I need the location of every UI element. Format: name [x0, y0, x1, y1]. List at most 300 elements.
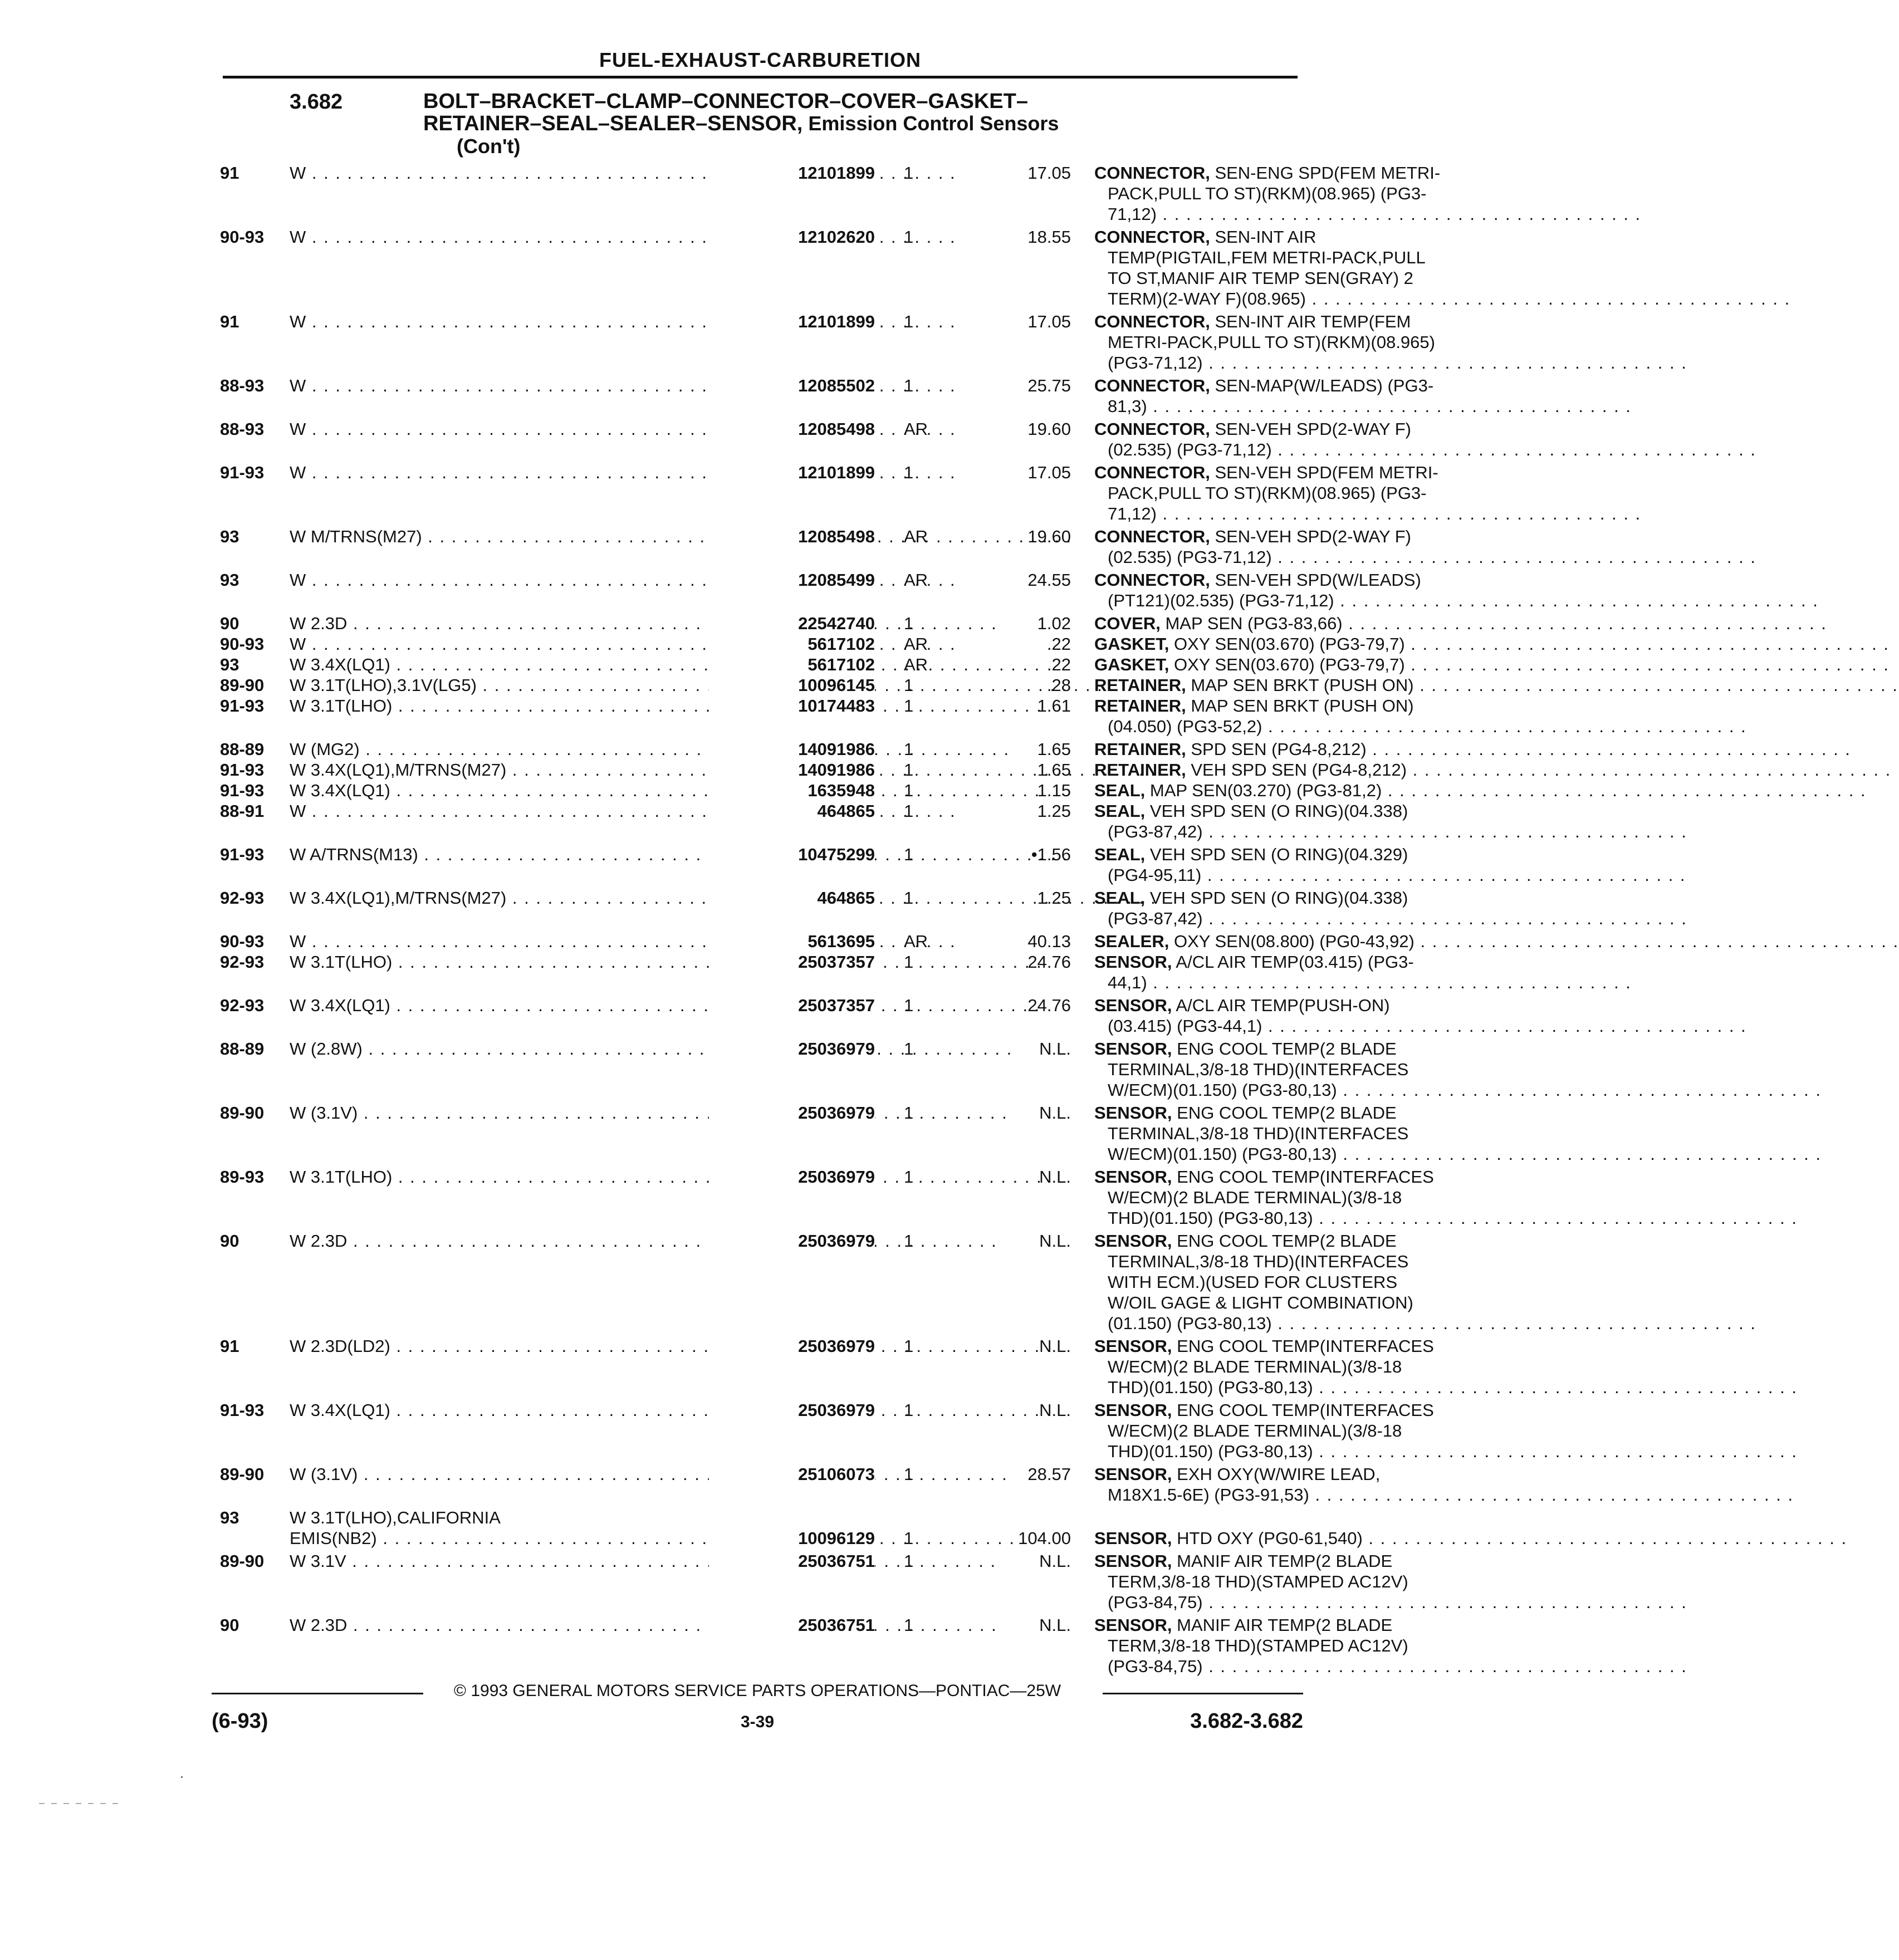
part-row — [220, 780, 1382, 801]
quantity: 1 — [904, 1167, 914, 1187]
price: 18.55 — [1027, 227, 1071, 247]
description-line: (01.150) (PG3-80,13) . . . — [1094, 1313, 1504, 1334]
part-name: CONNECTOR, — [1094, 419, 1210, 439]
part-name: SEAL, — [1094, 781, 1146, 800]
price: N.L. — [1039, 1551, 1071, 1571]
description-line: THD)(01.150) (PG3-80,13) . . . — [1094, 1441, 1504, 1462]
part-name: SENSOR, — [1094, 1103, 1172, 1123]
part-row — [220, 1507, 1363, 1549]
part-name: CONNECTOR, — [1094, 312, 1210, 331]
description — [1094, 570, 1504, 611]
description-line: (PG3-71,12) . . . — [1094, 352, 1504, 373]
description-line — [1094, 1038, 1504, 1059]
part-number: 10475299 — [709, 844, 875, 865]
part-name: RETAINER, — [1094, 739, 1186, 759]
description-line — [1094, 995, 1504, 1016]
description-line — [1094, 1336, 1504, 1356]
description-line: (04.050) (PG3-52,2) . . . — [1094, 716, 1504, 737]
description — [1094, 759, 1504, 780]
description — [1094, 526, 1504, 567]
part-row — [220, 419, 1411, 460]
quantity: AR — [904, 932, 928, 951]
description-text: OXY SEN(03.670) (PG3-79,7) — [1169, 655, 1405, 674]
part-name: SEAL, — [1094, 888, 1146, 908]
description — [1094, 888, 1504, 929]
description-line: THD)(01.150) (PG3-80,13) . . . — [1094, 1377, 1504, 1398]
model-years: 91 — [220, 312, 239, 331]
description — [1094, 654, 1504, 675]
description-text: MANIF AIR TEMP(2 BLADE — [1172, 1615, 1393, 1635]
application-line: W 3.4X(LQ1) . . . — [290, 780, 813, 801]
price: 28.57 — [1027, 1464, 1071, 1484]
quantity: 1 — [904, 888, 914, 908]
quantity: 1 — [904, 952, 914, 972]
section-title-bold: RETAINER–SEAL–SEALER–SENSOR, — [423, 112, 803, 135]
page-header — [223, 49, 1298, 79]
description-text: VEH SPD SEN (O RING)(04.329) — [1145, 845, 1408, 864]
quantity: 1 — [904, 227, 914, 247]
part-row — [220, 801, 1408, 842]
quantity: 1 — [904, 675, 914, 695]
price: N.L. — [1039, 1039, 1071, 1059]
section-number: 3.682 — [290, 90, 343, 114]
description-line: (PG3-84,75) . . . — [1094, 1592, 1504, 1613]
part-row — [220, 995, 1390, 1036]
description-line — [1094, 695, 1504, 716]
application-line: W 2.3D . . . — [290, 1615, 813, 1635]
part-name: SEAL, — [1094, 845, 1146, 864]
part-row — [220, 1551, 1408, 1613]
description — [1094, 1336, 1504, 1398]
description — [1094, 844, 1504, 885]
description-line — [1094, 1615, 1504, 1635]
model-years: 88-93 — [220, 376, 265, 395]
part-number: 25036979 — [709, 1167, 875, 1187]
description-line — [1094, 1231, 1504, 1251]
description — [1094, 1615, 1504, 1677]
part-number: 464865 — [709, 888, 875, 908]
description-text: ENG COOL TEMP(INTERFACES — [1172, 1336, 1434, 1356]
description-text: SEN-VEH SPD(W/LEADS) — [1210, 570, 1421, 590]
description-line: (PT121)(02.535) (PG3-71,12) . . . — [1094, 590, 1504, 611]
part-number: 10174483 — [709, 695, 875, 716]
description-line: TEMP(PIGTAIL,FEM METRI-PACK,PULL — [1108, 248, 1426, 267]
model-years: 90 — [220, 614, 239, 633]
part-number: 25036979 — [709, 1336, 875, 1356]
description-line — [1094, 1400, 1504, 1420]
section-title-line-2 — [423, 112, 1059, 135]
model-years: 93 — [220, 527, 239, 546]
quantity: 1 — [904, 1039, 914, 1059]
part-name: CONNECTOR, — [1094, 570, 1210, 590]
description-line — [1094, 163, 1504, 183]
price: 104.00 — [1018, 1528, 1071, 1548]
price: N.L. — [1039, 1615, 1071, 1635]
footer-rule-right — [1103, 1693, 1303, 1694]
description-text: A/CL AIR TEMP(03.415) (PG3- — [1172, 952, 1414, 972]
part-row — [220, 931, 1415, 952]
quantity: 1 — [904, 845, 914, 864]
application-line: W 2.3D . . . — [290, 1231, 813, 1251]
part-name: GASKET, — [1094, 655, 1169, 674]
price: 19.60 — [1027, 419, 1071, 439]
part-name: CONNECTOR, — [1094, 163, 1210, 183]
model-years: 91 — [220, 1336, 239, 1356]
part-row — [220, 1102, 1409, 1164]
description-text: MAP SEN BRKT (PUSH ON) — [1186, 696, 1414, 716]
part-number: 12085498 — [709, 526, 875, 547]
part-row — [220, 1038, 1409, 1100]
part-number: 25036979 — [709, 1038, 875, 1059]
model-years: 89-90 — [220, 675, 265, 695]
model-years: 92-93 — [220, 888, 265, 908]
description-text: ENG COOL TEMP(2 BLADE — [1172, 1231, 1397, 1251]
part-row — [220, 759, 1407, 780]
application-line: EMIS(NB2) . . . — [290, 1528, 813, 1549]
part-row — [220, 526, 1411, 567]
description-text: MAP SEN(03.270) (PG3-81,2) — [1145, 781, 1382, 800]
model-years: 90 — [220, 1615, 239, 1635]
description-line: TERMINAL,3/8-18 THD)(INTERFACES — [1108, 1124, 1409, 1143]
quantity: 1 — [904, 163, 914, 183]
description-line — [1094, 1167, 1504, 1187]
quantity: AR — [904, 570, 928, 590]
part-row — [220, 952, 1414, 993]
part-number: 12085499 — [709, 570, 875, 590]
description-line: PACK,PULL TO ST)(RKM)(08.965) (PG3- — [1108, 483, 1427, 503]
description — [1094, 739, 1504, 759]
part-number: 14091986 — [709, 739, 875, 759]
part-number: 25036979 — [709, 1231, 875, 1251]
part-number: 12085502 — [709, 375, 875, 396]
description-line: W/ECM)(01.150) (PG3-80,13) . . . — [1094, 1080, 1504, 1100]
application-line: W 3.4X(LQ1) . . . — [290, 1400, 813, 1420]
description-line: THD)(01.150) (PG3-80,13) . . . — [1094, 1208, 1504, 1228]
description-line — [1094, 570, 1504, 590]
description-text: ENG COOL TEMP(INTERFACES — [1172, 1167, 1434, 1187]
description-line — [1094, 952, 1504, 972]
application-line: W 3.1T(LHO),CALIFORNIA — [290, 1508, 501, 1527]
description-text: VEH SPD SEN (O RING)(04.338) — [1145, 801, 1408, 821]
price: 25.75 — [1027, 376, 1071, 395]
footer-section-range: 3.682-3.682 — [1190, 1709, 1303, 1733]
price: 17.05 — [1027, 163, 1071, 183]
part-number: 12101899 — [709, 163, 875, 183]
application-line: W . . . — [290, 634, 813, 654]
description-text: ENG COOL TEMP(2 BLADE — [1172, 1039, 1397, 1059]
scan-mark — [39, 1803, 123, 1804]
price: N.L. — [1039, 1167, 1071, 1187]
description-text: VEH SPD SEN (PG4-8,212) — [1186, 760, 1407, 780]
quantity: AR — [904, 655, 928, 674]
quantity: AR — [904, 419, 928, 439]
description — [1094, 952, 1504, 993]
description — [1094, 1231, 1504, 1334]
application-line: W 3.4X(LQ1),M/TRNS(M27) . . . — [290, 888, 813, 908]
quantity: AR — [904, 527, 928, 546]
part-name: RETAINER, — [1094, 675, 1186, 695]
part-name: SENSOR, — [1094, 1231, 1172, 1251]
part-name: SENSOR, — [1094, 996, 1172, 1015]
application-line: W . . . — [290, 375, 813, 396]
part-number: 22542740 — [709, 613, 875, 634]
application-line: W 3.4X(LQ1),M/TRNS(M27) . . . — [290, 759, 813, 780]
description-line: TO ST,MANIF AIR TEMP SEN(GRAY) 2 — [1108, 268, 1413, 288]
part-row — [220, 695, 1414, 737]
description-text: ENG COOL TEMP(INTERFACES — [1172, 1400, 1434, 1420]
description-line: PACK,PULL TO ST)(RKM)(08.965) (PG3- — [1108, 184, 1427, 203]
model-years: 89-90 — [220, 1103, 265, 1123]
price: 19.60 — [1027, 527, 1071, 546]
description-line: TERM,3/8-18 THD)(STAMPED AC12V) — [1108, 1572, 1408, 1591]
model-years: 90 — [220, 1231, 239, 1251]
part-row — [220, 227, 1426, 309]
description-text: SEN-VEH SPD(2-WAY F) — [1210, 527, 1411, 546]
description-line: WITH ECM.)(USED FOR CLUSTERS — [1108, 1272, 1398, 1292]
quantity: 1 — [904, 1400, 914, 1420]
part-row — [220, 888, 1408, 929]
price: .28 — [1046, 675, 1071, 695]
description-line — [1094, 526, 1504, 547]
description — [1094, 163, 1504, 224]
description-text: SEN-VEH SPD(FEM METRI- — [1210, 463, 1438, 482]
application-line: W 3.4X(LQ1) . . . — [290, 995, 813, 1016]
application-line: W 2.3D . . . — [290, 613, 813, 634]
description-line: 81,3) . . . — [1094, 396, 1504, 416]
description-line — [1094, 1102, 1504, 1123]
footer-page-number: 3-39 — [740, 1713, 775, 1731]
description-text: MANIF AIR TEMP(2 BLADE — [1172, 1551, 1393, 1571]
description-line — [1094, 675, 1504, 695]
application-line: W . . . — [290, 931, 813, 952]
description — [1094, 1400, 1504, 1462]
description-text: ENG COOL TEMP(2 BLADE — [1172, 1103, 1397, 1123]
description — [1094, 311, 1504, 373]
description-line — [1094, 311, 1504, 332]
description-text: MAP SEN (PG3-83,66) — [1160, 614, 1343, 633]
description-line — [1094, 654, 1504, 675]
description-text: SPD SEN (PG4-8,212) — [1186, 739, 1367, 759]
description-line: (02.535) (PG3-71,12) . . . — [1094, 439, 1504, 460]
part-name: SENSOR, — [1094, 1528, 1172, 1548]
quantity: 1 — [904, 1103, 914, 1123]
description-line: W/ECM)(2 BLADE TERMINAL)(3/8-18 — [1108, 1188, 1402, 1207]
part-name: CONNECTOR, — [1094, 527, 1210, 546]
model-years: 90-93 — [220, 227, 265, 247]
scan-speck — [181, 1776, 183, 1778]
application-line: W 3.1T(LHO) . . . — [290, 952, 813, 972]
quantity: 1 — [904, 376, 914, 395]
description-text: SEN-ENG SPD(FEM METRI- — [1210, 163, 1441, 183]
description — [1094, 634, 1504, 654]
application-line: W . . . — [290, 163, 813, 183]
application-line: W (3.1V) . . . — [290, 1464, 813, 1484]
footer-copyright: © 1993 GENERAL MOTORS SERVICE PARTS OPERATIONS—PONTIAC—25W — [453, 1682, 1061, 1700]
price: 24.55 — [1027, 570, 1071, 590]
description-line: (PG3-87,42) . . . — [1094, 821, 1504, 842]
description-line: TERMINAL,3/8-18 THD)(INTERFACES — [1108, 1060, 1409, 1079]
part-number: 25037357 — [709, 952, 875, 972]
price: N.L. — [1039, 1336, 1071, 1356]
price: 1.15 — [1037, 781, 1071, 800]
part-number: 25036751 — [709, 1551, 875, 1571]
description-line — [1094, 759, 1504, 780]
part-row — [220, 311, 1435, 373]
description-text: A/CL AIR TEMP(PUSH-ON) — [1172, 996, 1390, 1015]
description-text: SEN-MAP(W/LEADS) (PG3- — [1210, 376, 1434, 395]
model-years: 90-93 — [220, 634, 265, 654]
description-line: W/ECM)(2 BLADE TERMINAL)(3/8-18 — [1108, 1357, 1402, 1376]
part-row — [220, 739, 1367, 759]
model-years: 88-91 — [220, 801, 265, 821]
part-row — [220, 163, 1441, 224]
part-name: CONNECTOR, — [1094, 463, 1210, 482]
description-line — [1094, 613, 1504, 634]
part-name: CONNECTOR, — [1094, 227, 1210, 247]
quantity: 1 — [904, 312, 914, 331]
model-years: 89-90 — [220, 1551, 265, 1571]
quantity: 1 — [904, 996, 914, 1015]
header-title: FUEL-EXHAUST-CARBURETION — [599, 48, 921, 71]
description-line: 71,12) . . . — [1094, 503, 1504, 524]
quantity: 1 — [904, 1528, 914, 1548]
quantity: 1 — [904, 760, 914, 780]
description — [1094, 613, 1504, 634]
description-line — [1094, 1528, 1504, 1549]
quantity: AR — [904, 634, 928, 654]
description-line: (PG3-87,42) . . . — [1094, 908, 1504, 929]
application-line: W 2.3D(LD2) . . . — [290, 1336, 813, 1356]
quantity: 1 — [904, 1551, 914, 1571]
application-line: W . . . — [290, 462, 813, 483]
part-name: SEAL, — [1094, 801, 1146, 821]
quantity: 1 — [904, 463, 914, 482]
application-line: W A/TRNS(M13) . . . — [290, 844, 813, 865]
part-row — [220, 570, 1421, 611]
quantity: 1 — [904, 781, 914, 800]
description — [1094, 1528, 1504, 1549]
model-years: 88-89 — [220, 1039, 265, 1059]
quantity: 1 — [904, 1336, 914, 1356]
part-row — [220, 844, 1408, 885]
description-line: 44,1) . . . — [1094, 972, 1504, 993]
description-line — [1094, 227, 1504, 247]
application-line: W . . . — [290, 419, 813, 439]
description-line — [1094, 634, 1504, 654]
application-line: W 3.1T(LHO) . . . — [290, 1167, 813, 1187]
quantity: 1 — [904, 1231, 914, 1251]
model-years: 93 — [220, 655, 239, 674]
part-name: GASKET, — [1094, 634, 1169, 654]
description-text: OXY SEN(08.800) (PG0-43,92) — [1169, 932, 1415, 951]
model-years: 91-93 — [220, 463, 265, 482]
description-line — [1094, 419, 1504, 439]
part-row — [220, 375, 1434, 416]
application-line: W (2.8W) . . . — [290, 1038, 813, 1059]
quantity: 1 — [904, 801, 914, 821]
description-text: EXH OXY(W/WIRE LEAD, — [1172, 1464, 1381, 1484]
model-years: 91-93 — [220, 781, 265, 800]
description-line — [1094, 1464, 1504, 1484]
description — [1094, 375, 1504, 416]
section-title — [423, 90, 1059, 135]
description-line: (PG3-84,75) . . . — [1094, 1656, 1504, 1677]
description-text: SEN-VEH SPD(2-WAY F) — [1210, 419, 1411, 439]
part-number: 12102620 — [709, 227, 875, 247]
model-years: 93 — [220, 570, 239, 590]
quantity: 1 — [904, 739, 914, 759]
part-number: 10096129 — [709, 1528, 875, 1549]
part-number: 25037357 — [709, 995, 875, 1016]
model-years: 92-93 — [220, 952, 265, 972]
header-rule — [223, 76, 1298, 79]
model-years: 93 — [220, 1508, 239, 1527]
part-row — [220, 1464, 1381, 1505]
price: .22 — [1046, 655, 1071, 674]
description-line: METRI-PACK,PULL TO ST)(RKM)(08.965) — [1108, 332, 1435, 352]
part-number: 5617102 — [709, 654, 875, 675]
description-line: TERMINAL,3/8-18 THD)(INTERFACES — [1108, 1252, 1409, 1271]
price: 1.02 — [1037, 614, 1071, 633]
part-number: 5617102 — [709, 634, 875, 654]
part-row — [220, 1336, 1434, 1398]
price: N.L. — [1039, 1231, 1071, 1251]
part-number: 12101899 — [709, 311, 875, 332]
description-line: (PG4-95,11) . . . — [1094, 865, 1504, 885]
part-name: COVER, — [1094, 614, 1161, 633]
part-number: 25106073 — [709, 1464, 875, 1484]
model-years: 89-93 — [220, 1167, 265, 1187]
part-name: SENSOR, — [1094, 1551, 1172, 1571]
part-name: RETAINER, — [1094, 696, 1186, 716]
section-continued: (Con't) — [457, 135, 521, 158]
part-number: 5613695 — [709, 931, 875, 952]
application-line: W 3.1V . . . — [290, 1551, 813, 1571]
application-line: W . . . — [290, 227, 813, 247]
price: 1.25 — [1037, 888, 1071, 908]
part-name: RETAINER, — [1094, 760, 1186, 780]
description-line — [1094, 1551, 1504, 1571]
price: 1.65 — [1037, 760, 1071, 780]
model-years: 88-89 — [220, 739, 265, 759]
description-text: OXY SEN(03.670) (PG3-79,7) — [1169, 634, 1405, 654]
description-line: W/OIL GAGE & LIGHT COMBINATION) — [1108, 1293, 1413, 1312]
description-text: HTD OXY (PG0-61,540) — [1172, 1528, 1363, 1548]
part-row — [220, 654, 1405, 675]
description-line — [1094, 462, 1504, 483]
part-number: 25036979 — [709, 1400, 875, 1420]
description-line — [1094, 739, 1504, 759]
section-title-line-1: BOLT–BRACKET–CLAMP–CONNECTOR–COVER–GASKET– — [423, 90, 1028, 113]
description-line — [1094, 844, 1504, 865]
quantity: 1 — [904, 696, 914, 716]
quantity: 1 — [904, 614, 914, 633]
application-line: W M/TRNS(M27) . . . — [290, 526, 813, 547]
description-line: 71,12) . . . — [1094, 204, 1504, 224]
price: 40.13 — [1027, 932, 1071, 951]
part-number: 14091986 — [709, 759, 875, 780]
model-years: 91-93 — [220, 696, 265, 716]
description-line — [1094, 780, 1504, 801]
part-name: SENSOR, — [1094, 1400, 1172, 1420]
model-years: 92-93 — [220, 996, 265, 1015]
description — [1094, 227, 1504, 309]
part-row — [220, 1400, 1434, 1462]
model-years: 90-93 — [220, 932, 265, 951]
price: N.L. — [1039, 1103, 1071, 1123]
part-row — [220, 613, 1343, 634]
part-row — [220, 462, 1438, 524]
